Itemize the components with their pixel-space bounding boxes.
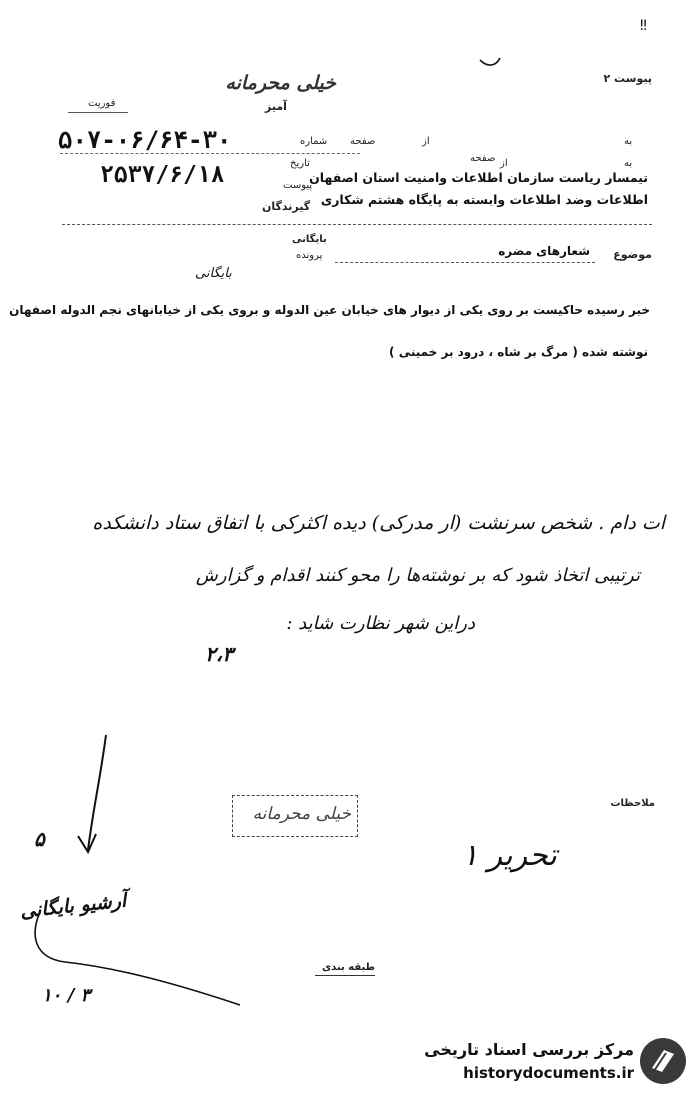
stamp-top-sub: آمیز [265, 100, 287, 113]
label-date: تاریخ [290, 158, 310, 169]
margin-code: ۳ / ۱۰ [42, 985, 91, 1006]
archive-sub: پرونده [296, 250, 323, 261]
recipient-line-2: اطلاعات وضد اطلاعات وابسته به پایگاه هشتم شکاری [320, 192, 648, 207]
handwritten-line-1: ا‌ت دا‌م . شخص سرنشت (ار مدرکی) دیده اکثرکی با اتفاق ستاد دانشکده [92, 512, 665, 534]
label-number: شماره [300, 136, 328, 147]
body-line-1: خبر رسیده حاکیست بر روی یکی از دیوار های خیابان عین الدوله و بروی یکی از خیابانهای نجم الدوله اصفهان [9, 303, 650, 317]
label-page: صفحه [350, 136, 376, 147]
label-enclosure: پیوست [283, 180, 313, 191]
archive-label: بایگانی [292, 234, 327, 245]
label-to-2: به [624, 158, 633, 169]
watermark-org: مرکز بررسی اسناد تاریخی [424, 1040, 634, 1059]
classification-rule [315, 975, 375, 976]
stamp-top-text: خیلی محرمانه [225, 72, 336, 94]
label-from: از [422, 136, 430, 147]
subject-label: موضوع [613, 248, 652, 261]
label-from-2: از [500, 158, 508, 169]
margin-note: آرشیو بایگانی [19, 889, 128, 923]
margin-number: ۵ [34, 827, 45, 851]
watermark [405, 1038, 690, 1093]
label-recipients: گیرندگان [262, 200, 311, 213]
notes-label: ملاحظات [610, 798, 655, 809]
attachment-label: پیوست ۲ [603, 72, 652, 85]
handwritten-initials: ۲،۳ [205, 642, 233, 666]
body-note-above: بایگانی [195, 266, 232, 281]
recipient-line-1: تیمسار ریاست سازمان اطلاعات وامنیت استان اصفهان [309, 170, 648, 185]
date-value: ۲۵۳۷/۶/۱۸ [100, 162, 225, 188]
label-page-2: صفحه [470, 153, 496, 164]
handwritten-line-3: دراین شهر نظارت شاید : [286, 613, 475, 634]
watermark-logo-icon [640, 1038, 686, 1084]
subject-text: شعارهای مضره [498, 244, 590, 258]
handwritten-signature: تحریر ۱ [462, 838, 557, 873]
classification-label: طبقه بندی [322, 962, 376, 973]
handwritten-line-2: ترتیبی اتخاذ شود که بر نوشته‌ها را محو کنند اقدام و گزارش [195, 565, 640, 586]
body-line-2: نوشته شده ( مرگ بر شاه ، درود بر خمینی ) [389, 345, 648, 359]
serial-number: ۵۰۷-۰۶/۶۴-۳۰ [58, 126, 232, 154]
priority-label: فوریت [88, 98, 116, 109]
corner-mark: ‼ [640, 18, 647, 34]
stamp-bottom-text: خیلی محرمانه [252, 804, 351, 824]
watermark-site: historydocuments.ir [463, 1064, 634, 1082]
stamp-bottom [232, 795, 358, 837]
label-to-1: به [624, 136, 633, 147]
